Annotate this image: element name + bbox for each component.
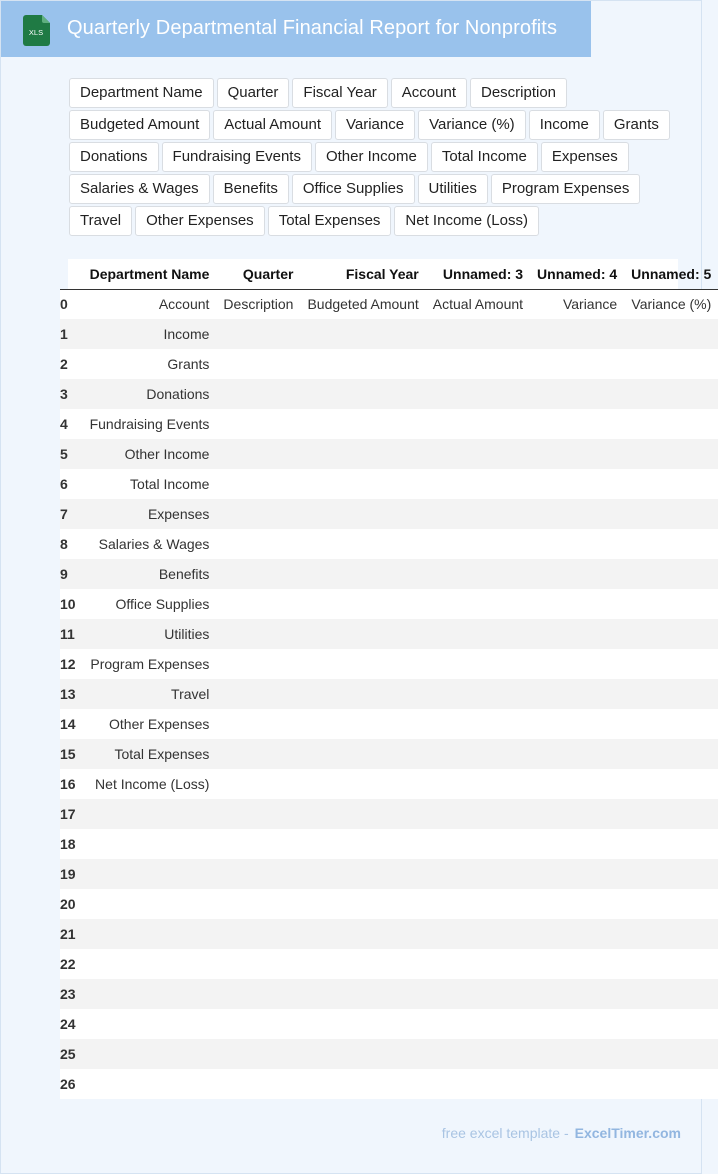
table-cell: Utilities xyxy=(164,626,210,642)
table-cell xyxy=(426,619,530,649)
table-cell xyxy=(530,1009,624,1039)
table-cell xyxy=(300,919,425,949)
table-cell xyxy=(426,1039,530,1069)
column-tag[interactable]: Utilities xyxy=(418,174,488,204)
table-row xyxy=(60,1009,718,1039)
table-cell xyxy=(216,919,300,949)
table-row xyxy=(60,829,718,859)
table-cell xyxy=(624,1039,718,1069)
column-header: Unnamed: 3 xyxy=(426,259,530,289)
table-cell xyxy=(426,589,530,619)
table-row xyxy=(60,589,718,619)
table-cell xyxy=(426,919,530,949)
data-table-container[interactable] xyxy=(60,259,712,1099)
table-cell xyxy=(300,529,425,559)
table-cell xyxy=(216,1039,300,1069)
table-cell xyxy=(624,649,718,679)
table-cell: Fundraising Events xyxy=(89,416,210,432)
table-cell xyxy=(83,1039,217,1069)
table-cell: Travel xyxy=(171,686,210,702)
table-cell: Other Expenses xyxy=(109,716,210,732)
table-cell xyxy=(300,1009,425,1039)
table-cell xyxy=(426,529,530,559)
data-table xyxy=(60,259,718,1099)
table-cell: Total Expenses xyxy=(114,746,210,762)
table-cell xyxy=(530,709,624,739)
table-cell: Account xyxy=(158,296,210,313)
table-cell xyxy=(300,1069,425,1099)
table-cell xyxy=(216,799,300,829)
table-cell xyxy=(426,379,530,409)
page-title: Quarterly Departmental Financial Report for Nonprofits xyxy=(67,17,558,39)
table-cell xyxy=(426,349,530,379)
column-header: Department Name xyxy=(83,259,217,289)
table-cell xyxy=(216,619,300,649)
column-header: Unnamed: 4 xyxy=(530,259,624,289)
table-cell: Variance (%) xyxy=(631,296,712,313)
table-row xyxy=(60,679,718,709)
table-cell xyxy=(300,709,425,739)
table-cell xyxy=(624,829,718,859)
table-cell xyxy=(216,379,300,409)
row-index: 16 xyxy=(60,776,76,792)
row-index: 5 xyxy=(60,446,68,462)
table-cell xyxy=(426,829,530,859)
table-row xyxy=(60,799,718,829)
table-row xyxy=(60,1069,718,1099)
table-cell xyxy=(624,469,718,499)
table-cell xyxy=(426,799,530,829)
table-cell: Program Expenses xyxy=(90,656,210,672)
table-cell xyxy=(83,859,217,889)
column-tag[interactable]: Actual Amount xyxy=(213,110,332,140)
table-row xyxy=(60,439,718,469)
row-index: 14 xyxy=(60,716,76,732)
table-row xyxy=(60,979,718,1009)
column-tag[interactable]: Net Income (Loss) xyxy=(394,206,539,236)
column-tag-list xyxy=(69,78,699,236)
excel-file-icon xyxy=(23,15,50,46)
table-row xyxy=(60,769,718,799)
table-cell xyxy=(83,919,217,949)
table-cell: Description xyxy=(223,296,294,313)
table-cell xyxy=(300,979,425,1009)
column-tag[interactable]: Income xyxy=(529,110,600,140)
table-cell xyxy=(530,1069,624,1099)
table-cell xyxy=(426,469,530,499)
row-index: 15 xyxy=(60,746,76,762)
table-row xyxy=(60,409,718,439)
table-cell xyxy=(300,619,425,649)
table-cell xyxy=(83,799,217,829)
table-cell xyxy=(300,649,425,679)
column-tag[interactable]: Fiscal Year xyxy=(292,78,387,108)
table-row xyxy=(60,649,718,679)
table-row xyxy=(60,319,718,349)
table-cell: Total Income xyxy=(130,476,210,492)
row-index: 4 xyxy=(60,416,68,432)
table-cell: Office Supplies xyxy=(115,596,210,612)
table-cell xyxy=(300,469,425,499)
table-cell xyxy=(530,349,624,379)
table-row xyxy=(60,889,718,919)
table-cell xyxy=(300,319,425,349)
table-cell xyxy=(624,589,718,619)
table-cell xyxy=(530,859,624,889)
table-cell xyxy=(426,709,530,739)
table-cell xyxy=(530,799,624,829)
table-cell xyxy=(530,499,624,529)
row-index: 20 xyxy=(60,896,76,912)
row-index: 25 xyxy=(60,1046,76,1062)
column-tag[interactable]: Benefits xyxy=(213,174,289,204)
table-cell xyxy=(624,859,718,889)
table-cell xyxy=(216,679,300,709)
table-cell xyxy=(300,889,425,919)
table-row xyxy=(60,1039,718,1069)
table-cell xyxy=(624,379,718,409)
table-cell xyxy=(624,499,718,529)
table-cell xyxy=(83,949,217,979)
table-cell xyxy=(300,829,425,859)
column-tag[interactable]: Total Income xyxy=(431,142,538,172)
table-cell xyxy=(426,739,530,769)
column-header: Fiscal Year xyxy=(300,259,425,289)
row-index: 8 xyxy=(60,536,68,552)
table-row xyxy=(60,919,718,949)
table-cell xyxy=(216,889,300,919)
table-cell xyxy=(216,979,300,1009)
table-cell xyxy=(530,739,624,769)
table-cell: Salaries & Wages xyxy=(98,536,210,552)
table-cell xyxy=(530,409,624,439)
table-cell xyxy=(216,529,300,559)
table-row xyxy=(60,349,718,379)
table-cell xyxy=(83,1069,217,1099)
table-cell: Variance xyxy=(562,296,618,313)
table-cell: Budgeted Amount xyxy=(307,296,419,313)
table-cell xyxy=(426,409,530,439)
table-cell xyxy=(83,829,217,859)
table-cell: Other Income xyxy=(124,446,210,462)
table-cell xyxy=(624,319,718,349)
row-index: 10 xyxy=(60,596,76,612)
table-cell xyxy=(300,559,425,589)
table-cell xyxy=(216,559,300,589)
table-cell: Expenses xyxy=(147,506,210,522)
column-tag[interactable]: Variance (%) xyxy=(418,110,526,140)
svg-text:XLS: XLS xyxy=(28,28,44,37)
row-index: 6 xyxy=(60,476,68,492)
table-row xyxy=(60,499,718,529)
row-index: 12 xyxy=(60,656,76,672)
table-cell xyxy=(530,319,624,349)
table-cell xyxy=(300,949,425,979)
table-cell xyxy=(300,349,425,379)
table-cell xyxy=(300,769,425,799)
table-cell xyxy=(624,409,718,439)
table-row xyxy=(60,289,718,319)
column-tag[interactable]: Program Expenses xyxy=(491,174,641,204)
table-cell xyxy=(216,499,300,529)
table-cell xyxy=(624,979,718,1009)
column-header: Unnamed: 5 xyxy=(624,259,718,289)
row-index: 1 xyxy=(60,326,68,342)
table-cell xyxy=(426,499,530,529)
table-cell xyxy=(216,589,300,619)
table-cell xyxy=(426,559,530,589)
table-cell xyxy=(624,529,718,559)
column-tag[interactable]: Travel xyxy=(69,206,132,236)
row-index: 19 xyxy=(60,866,76,882)
table-cell: Income xyxy=(163,326,210,342)
table-cell xyxy=(216,469,300,499)
table-cell xyxy=(426,859,530,889)
table-cell xyxy=(426,1069,530,1099)
column-tag[interactable]: Total Expenses xyxy=(268,206,392,236)
row-index: 23 xyxy=(60,986,76,1002)
table-cell xyxy=(624,1009,718,1039)
table-cell: Benefits xyxy=(158,566,210,582)
table-cell: Grants xyxy=(167,356,210,372)
column-header xyxy=(60,259,83,289)
column-tag[interactable]: Other Expenses xyxy=(135,206,265,236)
table-cell xyxy=(530,529,624,559)
table-cell xyxy=(426,769,530,799)
table-cell xyxy=(624,619,718,649)
table-cell xyxy=(300,1039,425,1069)
table-cell xyxy=(83,889,217,919)
table-row xyxy=(60,619,718,649)
table-cell xyxy=(624,739,718,769)
row-index: 18 xyxy=(60,836,76,852)
table-cell xyxy=(530,889,624,919)
row-index: 21 xyxy=(60,926,76,942)
row-index: 11 xyxy=(60,626,75,642)
table-cell xyxy=(216,829,300,859)
table-cell xyxy=(216,409,300,439)
table-cell xyxy=(300,799,425,829)
table-cell xyxy=(624,919,718,949)
table-cell xyxy=(216,349,300,379)
table-cell xyxy=(426,949,530,979)
table-cell xyxy=(426,679,530,709)
table-cell xyxy=(530,829,624,859)
table-cell xyxy=(426,439,530,469)
footer-credit xyxy=(442,1125,681,1141)
table-cell xyxy=(530,439,624,469)
column-header: Quarter xyxy=(216,259,300,289)
column-tag[interactable]: Salaries & Wages xyxy=(69,174,210,204)
column-tag[interactable]: Expenses xyxy=(541,142,629,172)
table-cell xyxy=(300,409,425,439)
row-index: 24 xyxy=(60,1016,76,1032)
table-row xyxy=(60,739,718,769)
table-row xyxy=(60,949,718,979)
row-index: 17 xyxy=(60,806,76,822)
table-cell xyxy=(530,619,624,649)
table-cell xyxy=(426,649,530,679)
column-tag[interactable]: Account xyxy=(391,78,467,108)
column-tag[interactable]: Variance xyxy=(335,110,415,140)
table-row xyxy=(60,379,718,409)
table-cell xyxy=(624,799,718,829)
table-row xyxy=(60,859,718,889)
title-banner xyxy=(1,1,591,57)
table-cell xyxy=(216,319,300,349)
table-cell xyxy=(530,1039,624,1069)
column-tag[interactable]: Other Income xyxy=(315,142,428,172)
table-cell xyxy=(216,709,300,739)
table-cell xyxy=(530,469,624,499)
column-tag[interactable]: Office Supplies xyxy=(292,174,415,204)
table-cell xyxy=(300,739,425,769)
table-cell xyxy=(624,709,718,739)
column-tag[interactable]: Donations xyxy=(69,142,159,172)
table-row xyxy=(60,559,718,589)
table-cell xyxy=(624,559,718,589)
table-cell xyxy=(624,889,718,919)
row-index: 26 xyxy=(60,1076,76,1092)
table-cell xyxy=(216,769,300,799)
table-cell xyxy=(426,1009,530,1039)
table-row xyxy=(60,709,718,739)
table-cell xyxy=(530,919,624,949)
row-index: 3 xyxy=(60,386,68,402)
column-tag[interactable]: Description xyxy=(470,78,567,108)
table-cell xyxy=(624,1069,718,1099)
row-index: 7 xyxy=(60,506,68,522)
table-cell xyxy=(216,949,300,979)
table-cell xyxy=(530,979,624,1009)
row-index: 0 xyxy=(60,296,68,313)
table-cell xyxy=(530,559,624,589)
table-cell: Net Income (Loss) xyxy=(95,776,210,792)
table-cell xyxy=(624,769,718,799)
table-cell xyxy=(300,589,425,619)
table-cell xyxy=(624,949,718,979)
table-cell xyxy=(300,679,425,709)
row-index: 22 xyxy=(60,956,76,972)
column-tag[interactable]: Grants xyxy=(603,110,670,140)
footer-text: free excel template - xyxy=(441,1125,569,1141)
table-cell xyxy=(624,439,718,469)
table-cell xyxy=(530,649,624,679)
table-cell xyxy=(216,859,300,889)
table-cell xyxy=(624,679,718,709)
table-cell xyxy=(300,859,425,889)
table-cell xyxy=(426,319,530,349)
table-row xyxy=(60,469,718,499)
table-cell: Actual Amount xyxy=(432,296,524,313)
table-cell xyxy=(216,739,300,769)
table-cell: Donations xyxy=(146,386,210,402)
column-tag[interactable]: Fundraising Events xyxy=(162,142,312,172)
table-cell xyxy=(530,679,624,709)
footer-brand-link[interactable]: ExcelTimer.com xyxy=(574,1125,681,1141)
table-cell xyxy=(624,349,718,379)
table-cell xyxy=(216,1069,300,1099)
table-cell xyxy=(300,439,425,469)
table-cell xyxy=(426,979,530,1009)
table-cell xyxy=(300,499,425,529)
row-index: 13 xyxy=(60,686,76,702)
table-cell xyxy=(530,379,624,409)
row-index: 9 xyxy=(60,566,68,582)
table-cell xyxy=(216,649,300,679)
column-tag[interactable]: Budgeted Amount xyxy=(69,110,210,140)
table-cell xyxy=(83,1009,217,1039)
table-cell xyxy=(216,439,300,469)
table-cell xyxy=(530,589,624,619)
column-tag[interactable]: Department Name xyxy=(69,78,214,108)
column-tag[interactable]: Quarter xyxy=(217,78,290,108)
table-cell xyxy=(530,949,624,979)
table-row xyxy=(60,529,718,559)
table-cell xyxy=(300,379,425,409)
table-cell xyxy=(216,1009,300,1039)
table-cell xyxy=(530,769,624,799)
table-cell xyxy=(426,889,530,919)
row-index: 2 xyxy=(60,356,68,372)
table-cell xyxy=(83,979,217,1009)
table-header-row xyxy=(60,259,718,289)
